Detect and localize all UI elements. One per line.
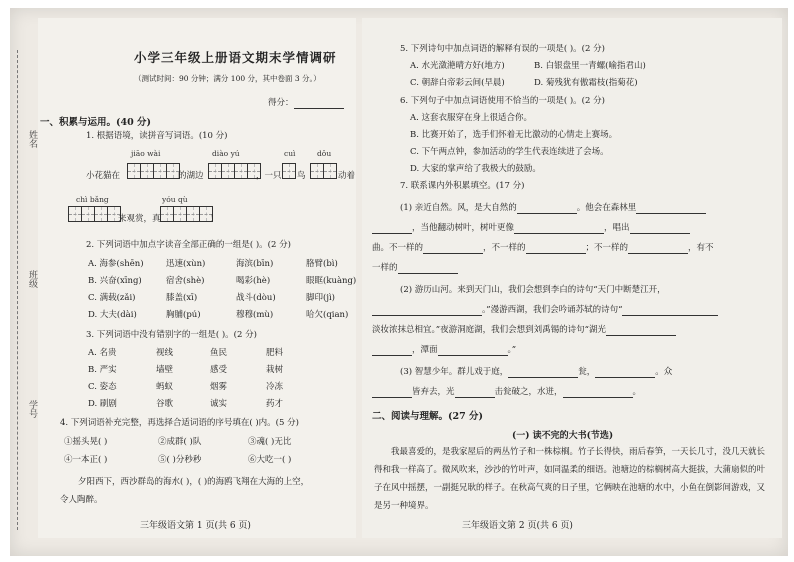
- blank[interactable]: [372, 388, 412, 398]
- write-grid-1[interactable]: [127, 163, 180, 179]
- q5-option-a: A. 水光潋滟晴方好(地方): [410, 61, 505, 71]
- q7-stem: 7. 联系课内外积累填空。(17 分): [400, 181, 525, 191]
- q2-row-c-3: 战斗(dòu): [236, 293, 276, 303]
- score-label: 得分：: [268, 98, 344, 109]
- q6-option-b: B. 比赛开始了，选手们怀着无比激动的心情走上赛场。: [410, 130, 618, 140]
- q4-sentence-line1: 夕阳西下，西沙群岛的海水( )，( )的海鸥飞翔在大海的上空，: [78, 477, 310, 487]
- q6-option-c: C. 下午两点钟，参加活动的学生代表连续进了会场。: [410, 147, 609, 157]
- q3-row-b-2: 墙壁: [156, 365, 174, 375]
- write-grid-2[interactable]: [208, 163, 261, 179]
- q2-row-d-3: 穆穆(mù): [236, 310, 274, 320]
- q3-row-d-4: 药才: [266, 399, 284, 409]
- page-1-footer: 三年级语文第 1 页(共 6 页): [140, 521, 251, 531]
- q3-row-b-4: 栽树: [266, 365, 284, 375]
- binding-line: [17, 50, 18, 530]
- write-grid-5[interactable]: [68, 206, 121, 222]
- q5-option-d: D. 菊残犹有傲霜枝(指菊花): [534, 78, 638, 88]
- page-2-footer: 三年级语文第 2 页(共 6 页): [462, 521, 573, 531]
- q1-stem: 1. 根据语境，读拼音写词语。(10 分): [86, 131, 228, 141]
- q1-pinyin-5: chì bǎng: [76, 195, 109, 204]
- q1-line1-c: ，一只: [256, 171, 282, 181]
- q1-pinyin-2: diào yú: [212, 149, 240, 158]
- section-2-heading: 二、阅读与理解。(27 分): [372, 411, 484, 422]
- section-1-heading: 一、积累与运用。(40 分): [40, 117, 152, 128]
- blank[interactable]: [508, 368, 578, 378]
- exam-page-1: [38, 18, 356, 538]
- blank[interactable]: [606, 326, 676, 336]
- q3-stem: 3. 下列词语中没有错别字的一组是( )。(2 分): [86, 330, 257, 340]
- q2-row-c-1: C. 满载(zǎi): [88, 293, 136, 303]
- q3-row-c-3: 烟雾: [210, 382, 228, 392]
- blank[interactable]: [438, 346, 508, 356]
- q3-row-d-3: 诚实: [210, 399, 228, 409]
- q7-part3-line2: 皆弃去，光 击瓮破之，水迸， 。: [372, 387, 641, 398]
- q7-part2-line1: (2) 游历山河。来到天门山，我们会想到李白的诗句“天门中断楚江开，: [400, 285, 666, 295]
- q2-row-d-4: 哈欠(qian): [306, 310, 349, 320]
- write-grid-4[interactable]: [310, 163, 337, 179]
- q5-stem: 5. 下列诗句中加点词语的解释有误的一项是( )。(2 分): [400, 44, 605, 54]
- exam-subtitle: （测试时间：90 分钟；满分 100 分，其中卷面 3 分。）: [134, 74, 321, 83]
- q2-row-d-2: 胸脯(pú): [166, 310, 201, 320]
- q4-item-4: ④一本正( ): [64, 455, 108, 465]
- q1-line1-e: 动着: [338, 171, 356, 181]
- binding-label-name: 姓名: [27, 130, 37, 148]
- q3-row-c-2: 蚂蚁: [156, 382, 174, 392]
- q2-row-b-3: 喝彩(hè): [236, 276, 271, 286]
- q2-stem: 2. 下列词语中加点字读音全部正确的一组是( )。(2 分): [86, 240, 291, 250]
- q7-part1-line1: (1) 亲近自然。风，是大自然的 。他会在森林里: [400, 203, 706, 214]
- q4-item-2: ②成群( )队: [158, 437, 202, 447]
- q3-row-a-1: A. 名贵: [88, 348, 117, 358]
- q4-item-3: ③魂( )无比: [248, 437, 292, 447]
- q3-row-a-4: 肥料: [266, 348, 284, 358]
- blank[interactable]: [423, 244, 483, 254]
- q4-stem: 4. 下列词语补充完整，再选择合适词语的序号填在( )内。(5 分): [60, 418, 299, 428]
- q2-row-b-4: 眼眶(kuàng): [306, 276, 357, 286]
- q2-row-a-2: 迅速(xùn): [166, 259, 206, 269]
- q3-row-a-2: 视线: [156, 348, 174, 358]
- q5-option-c: C. 朝辞白帝彩云间(早晨): [410, 78, 505, 88]
- reading-title: (一) 读不完的大书(节选): [512, 431, 614, 441]
- exam-page-2: [362, 18, 782, 538]
- q1-pinyin-4: dǒu: [317, 149, 332, 158]
- q6-option-d: D. 大家的掌声给了我极大的鼓励。: [410, 164, 541, 174]
- q2-row-d-1: D. 大夫(dài): [88, 310, 137, 320]
- q1-line2-b: ！: [210, 214, 219, 224]
- binding-label-id: 学号: [27, 400, 37, 418]
- q4-item-5: ⑤( )分秒秒: [158, 455, 202, 465]
- q2-row-a-4: 胳臂(bì): [306, 259, 338, 269]
- q3-row-a-3: 鱼民: [210, 348, 228, 358]
- q2-row-b-1: B. 兴奋(xīng): [88, 276, 142, 286]
- blank[interactable]: [372, 346, 412, 356]
- binding-label-class: 班级: [27, 270, 37, 288]
- q3-row-d-1: D. 刷剧: [88, 399, 117, 409]
- write-grid-6[interactable]: [160, 206, 213, 222]
- exam-title: 小学三年级上册语文期末学情调研: [134, 50, 337, 65]
- blank[interactable]: [526, 244, 586, 254]
- q7-part2-line3: 淡妆浓抹总相宜。”夜游洞庭湖，我们会想到刘禹锡的诗句“湖光: [372, 325, 676, 336]
- q3-row-b-1: B. 严实: [88, 365, 117, 375]
- blank[interactable]: [563, 388, 633, 398]
- blank[interactable]: [455, 388, 495, 398]
- blank[interactable]: [630, 224, 690, 234]
- q6-option-a: A. 这套衣服穿在身上很适合你。: [410, 113, 533, 123]
- q1-line2-a: 来观赏，真: [118, 214, 161, 224]
- q2-row-a-3: 海滨(bīn): [236, 259, 274, 269]
- blank[interactable]: [517, 204, 577, 214]
- q3-row-d-2: 谷歌: [156, 399, 174, 409]
- blank[interactable]: [595, 368, 655, 378]
- blank[interactable]: [398, 264, 458, 274]
- blank[interactable]: [514, 224, 604, 234]
- q3-row-c-4: 冷冻: [266, 382, 284, 392]
- q2-row-a-1: A. 海参(shēn): [88, 259, 144, 269]
- reading-passage: 我最喜爱的，是我家屋后的两丛竹子和一株棕榈。竹子长得快，雨后春笋，一天长几寸，没几天就长得和我一样高了。微风吹来，沙沙的竹叶声，如同温柔的细语。池塘边的棕榈树高大挺拔，大蒲扇似的叶子在风中摇摆，一副挺兄耿的样子。在秋高气爽的日子里，它俩映在池塘的水中，小鱼在倒影间游戏，又是另一种境界。: [374, 447, 766, 511]
- q2-row-c-4: 脚印(jì): [306, 293, 335, 303]
- q5-option-b: B. 白银盘里一青螺(喻指君山): [534, 61, 646, 71]
- q7-part3-line1: (3) 智慧少年。群儿戏于庭， 瓮， 。众: [400, 367, 673, 377]
- q4-sentence-line2: 令人陶醉。: [60, 495, 103, 505]
- q1-line1-d: 鸟: [297, 171, 306, 181]
- q4-item-6: ⑥大吃一( ): [248, 455, 292, 465]
- blank[interactable]: [622, 306, 718, 316]
- q1-pinyin-3: cuì: [284, 149, 296, 158]
- q2-row-b-2: 宿舍(shè): [166, 276, 205, 286]
- q2-row-c-2: 膝盖(xī): [166, 293, 198, 303]
- blank[interactable]: [372, 306, 482, 316]
- q3-row-b-3: 感受: [210, 365, 228, 375]
- q1-line1-b: 的湖边: [178, 171, 204, 181]
- q1-line1-a: 小花猫在: [86, 171, 121, 181]
- q7-part1-line3: 曲。不一样的 ，不一样的 ；不一样的 ，有不: [372, 243, 714, 253]
- q7-part1-line2: ，当他翻动树叶，树叶更像 ，唱出: [372, 223, 690, 234]
- q1-pinyin-6: yóu qù: [162, 195, 188, 204]
- q1-pinyin-1: jiāo wài: [131, 149, 161, 158]
- q4-item-1: ①摇头晃( ): [64, 437, 108, 447]
- q7-part1-line4: 一样的: [372, 263, 458, 274]
- q7-part2-line2: 。”漫游西湖，我们会吟诵苏轼的诗句“: [372, 305, 718, 316]
- blank[interactable]: [372, 224, 412, 234]
- q6-stem: 6. 下列句子中加点词语使用不恰当的一项是( )。(2 分): [400, 96, 605, 106]
- blank[interactable]: [628, 244, 688, 254]
- blank[interactable]: [636, 204, 706, 214]
- q3-row-c-1: C. 姿态: [88, 382, 117, 392]
- q7-part2-line4: ，潭面 。”: [372, 345, 516, 356]
- write-grid-3[interactable]: [282, 163, 296, 179]
